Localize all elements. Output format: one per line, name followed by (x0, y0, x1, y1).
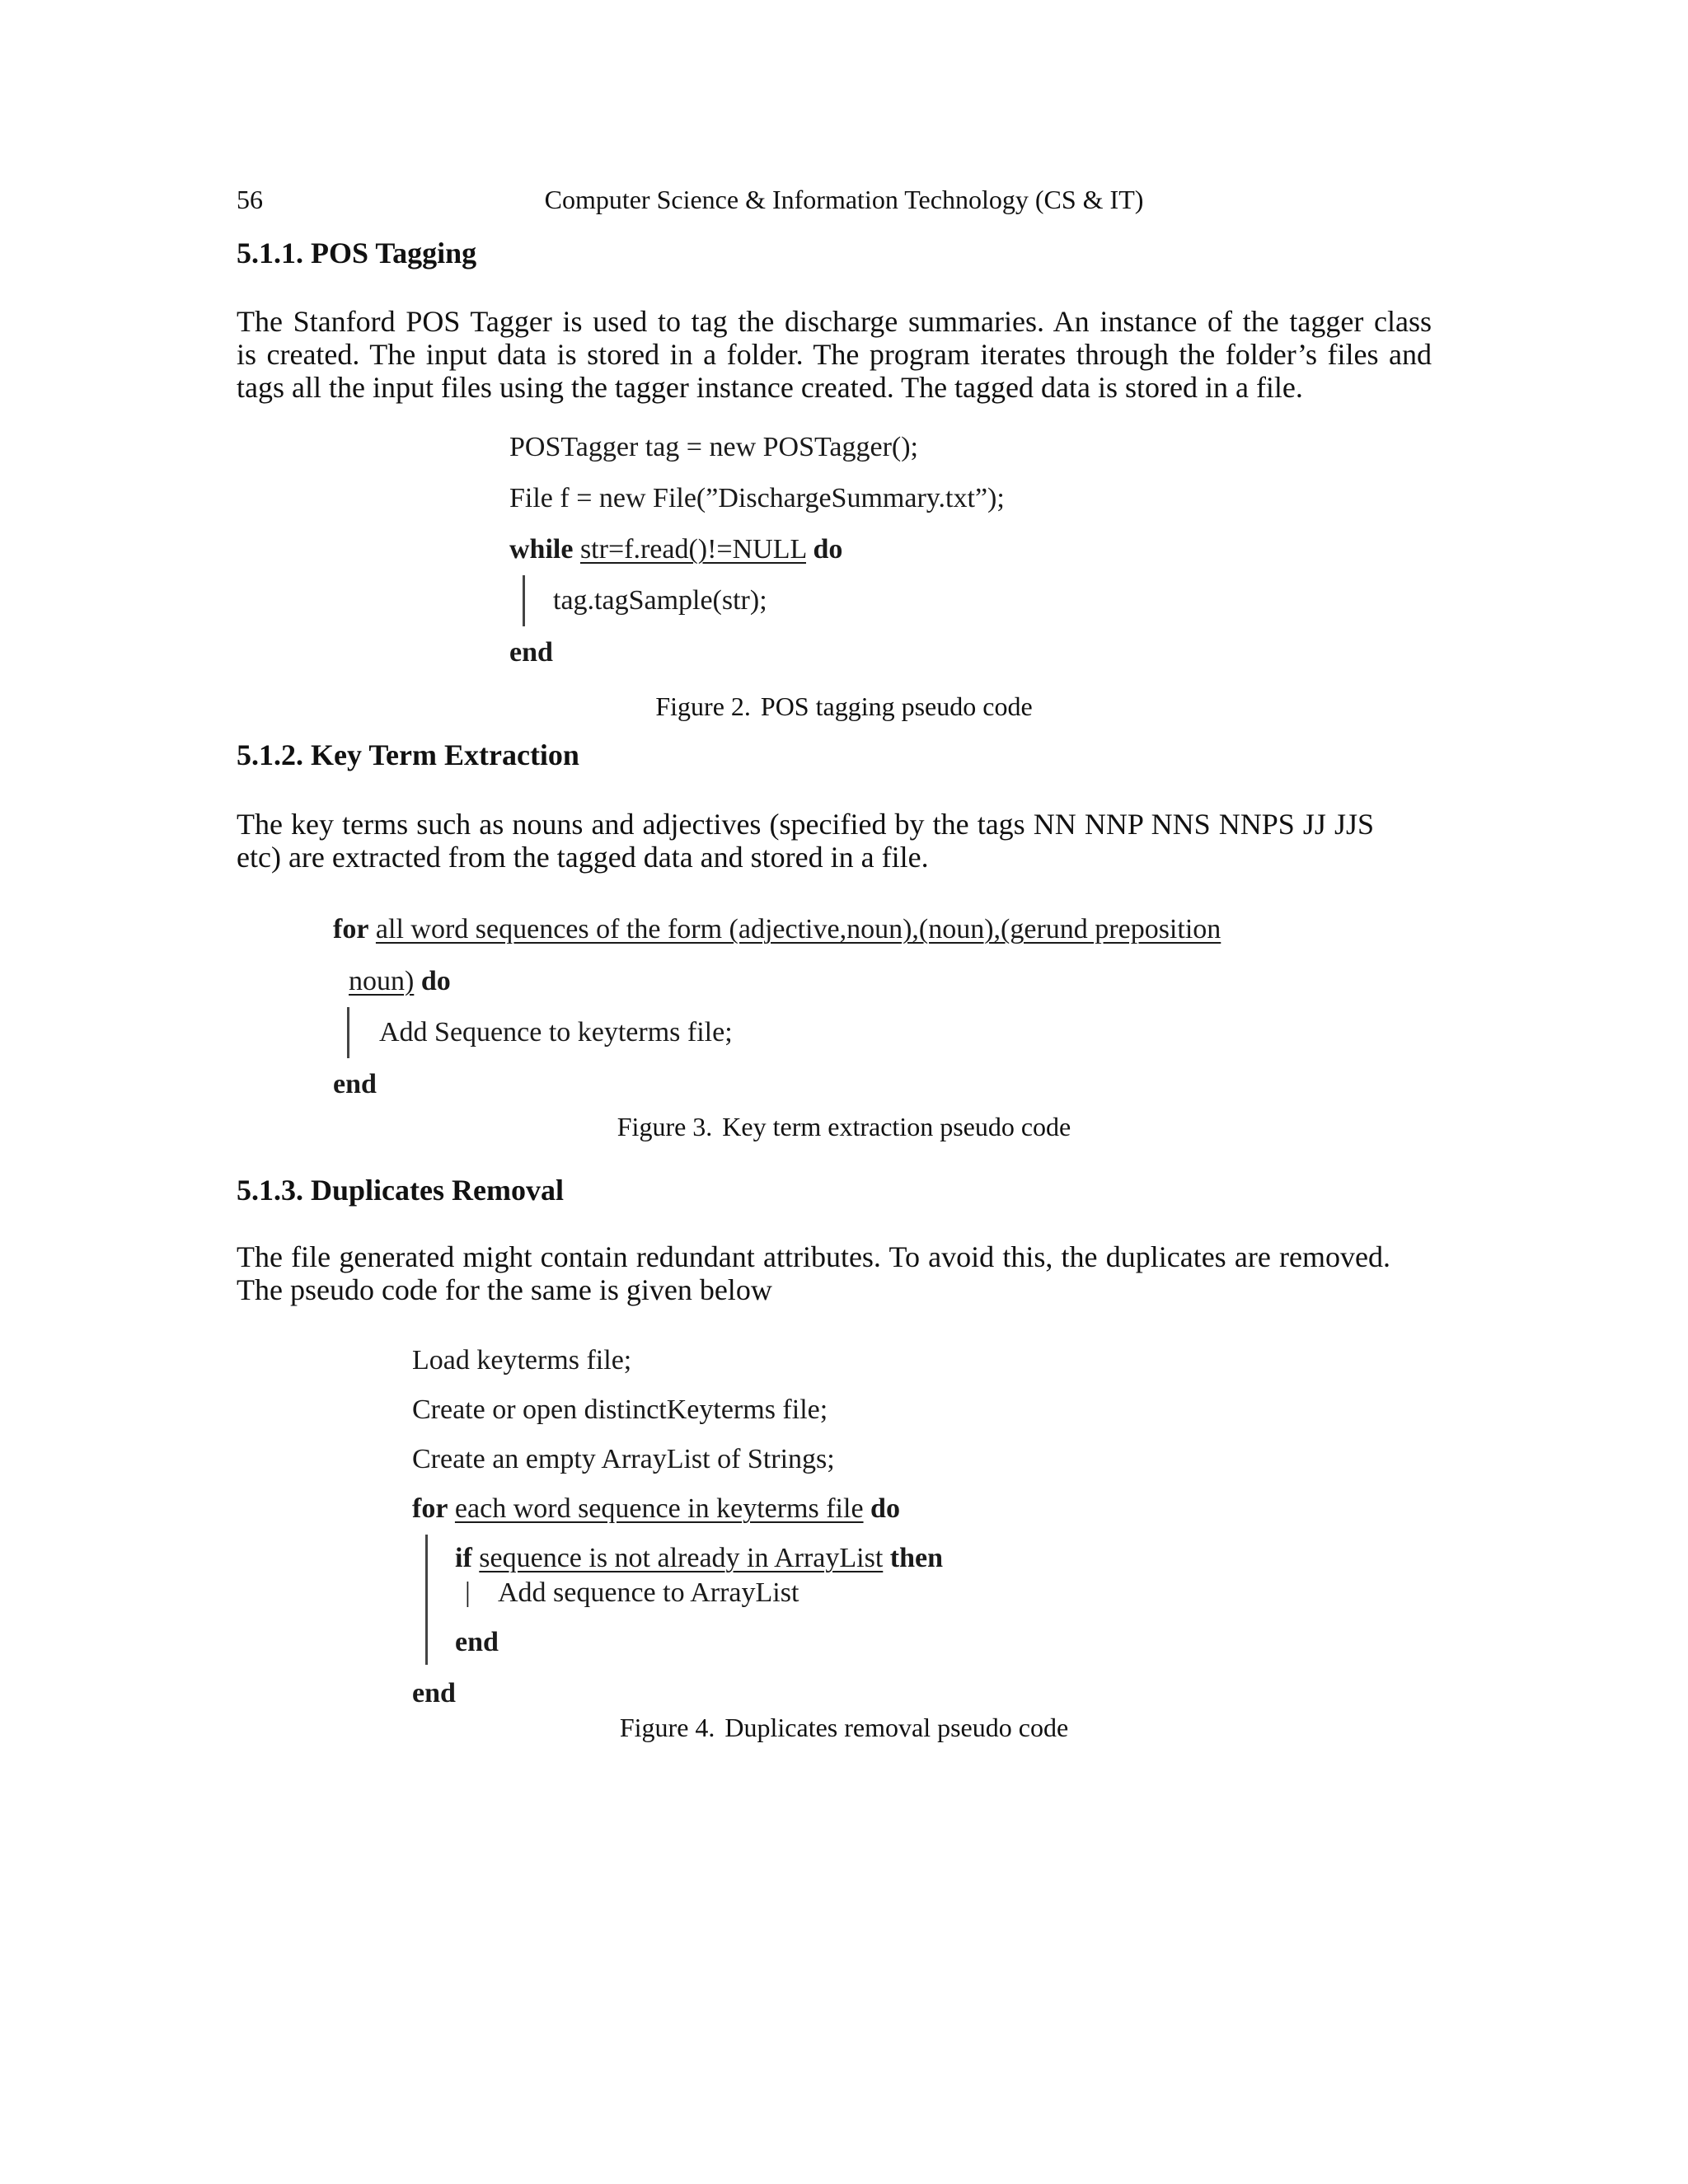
code-line-while (509, 534, 842, 565)
code-line-for-cont (349, 966, 451, 997)
keyword-for: for (333, 914, 369, 944)
code-line-body: Add Sequence to keyterms file; (379, 1017, 733, 1047)
section-heading-pos-tagging: 5.1.1. POS Tagging (237, 237, 477, 269)
section-paragraph (237, 305, 1432, 404)
code-line-for (412, 1493, 900, 1525)
figure-3-caption (0, 1112, 1688, 1142)
code-line-body: tag.tagSample(str); (553, 585, 767, 616)
figure-caption-text: Duplicates removal pseudo code (724, 1713, 1069, 1742)
paragraph-line: etc) are extracted from the tagged data and stored in a file. (237, 841, 929, 874)
inner-bar-glyph: | (465, 1577, 471, 1608)
paragraph-line: The Stanford POS Tagger is used to tag the discharge summaries. An instance of the tagger class (237, 305, 1432, 338)
keyword-do: do (813, 534, 843, 565)
code-line: Load keyterms file; (412, 1345, 632, 1376)
figure-caption-text: Key term extraction pseudo code (722, 1112, 1071, 1141)
block-bar-outer (425, 1535, 428, 1665)
keyword-end: end (333, 1069, 377, 1099)
code-line-end (509, 637, 553, 668)
code-line: Create an empty ArrayList of Strings; (412, 1444, 835, 1474)
code-line-inner-body: Add sequence to ArrayList (498, 1577, 799, 1608)
paragraph-line: is created. The input data is stored in a folder. The program iterates through the folder’s files and (237, 338, 1432, 371)
code-line-end (333, 1069, 377, 1100)
figure-2-caption (0, 691, 1688, 722)
code-line: POSTagger tag = new POSTagger(); (509, 432, 918, 462)
for-condition: each word sequence in keyterms file (454, 1493, 864, 1524)
code-line: Create or open distinctKeyterms file; (412, 1394, 828, 1425)
keyword-then: then (889, 1543, 944, 1573)
for-condition: all word sequences of the form (adjective,noun),(noun),(gerund preposition (375, 914, 1221, 944)
keyword-if: if (455, 1543, 472, 1573)
section-heading-duplicates-removal: 5.1.3. Duplicates Removal (237, 1174, 564, 1207)
code-line: File f = new File(”DischargeSummary.txt”); (509, 483, 1005, 513)
running-title: Computer Science & Information Technology (CS & IT) (544, 185, 1144, 214)
figure-4-caption (0, 1713, 1688, 1743)
figure-label: Figure 3. (617, 1112, 713, 1141)
code-line-end-inner (455, 1627, 499, 1658)
keyword-do: do (870, 1493, 900, 1524)
paragraph-line: The key terms such as nouns and adjectives (specified by the tags NN NNP NNS NNPS JJ JJS (237, 808, 1374, 841)
code-line-end-outer (412, 1678, 456, 1709)
keyword-while: while (509, 534, 574, 565)
paragraph-line: The file generated might contain redundant attributes. To avoid this, the duplicates are removed. (237, 1240, 1390, 1273)
while-condition: str=f.read()!=NULL (579, 534, 806, 565)
block-bar (347, 1007, 349, 1058)
code-line-if (455, 1543, 943, 1574)
keyword-end: end (509, 637, 553, 668)
for-condition-cont: noun) (349, 966, 415, 996)
section-paragraph (237, 808, 1374, 874)
keyword-for: for (412, 1493, 448, 1524)
figure-label: Figure 4. (619, 1713, 715, 1742)
paragraph-line: tags all the input files using the tagger instance created. The tagged data is stored in a file. (237, 371, 1303, 404)
page-number: 56 (237, 185, 263, 214)
figure-label: Figure 2. (655, 691, 751, 721)
if-condition: sequence is not already in ArrayList (479, 1543, 884, 1573)
section-paragraph (237, 1240, 1390, 1306)
keyword-do: do (420, 966, 451, 996)
paragraph-line: The pseudo code for the same is given below (237, 1273, 772, 1306)
keyword-end: end (412, 1678, 456, 1708)
code-line-for (333, 914, 1221, 945)
figure-caption-text: POS tagging pseudo code (760, 691, 1033, 721)
keyword-end: end (455, 1627, 499, 1657)
block-bar (523, 575, 525, 626)
section-heading-key-term-extraction: 5.1.2. Key Term Extraction (237, 738, 579, 771)
